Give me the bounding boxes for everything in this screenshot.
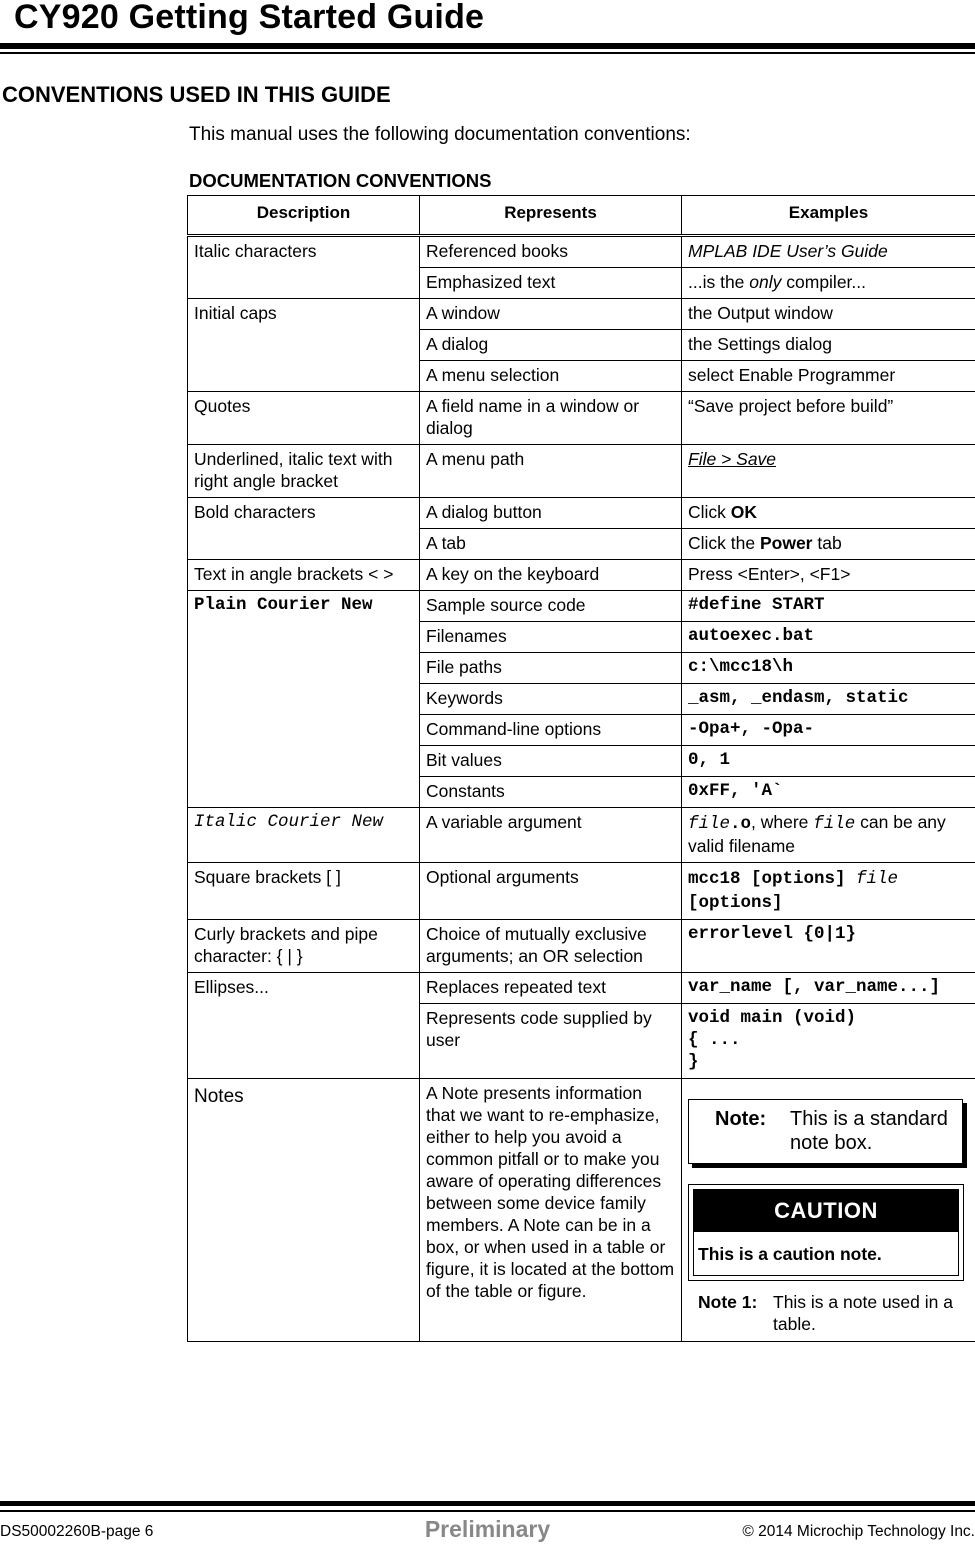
desc-cell: Curly brackets and pipe character: { | } — [188, 920, 420, 973]
footer-rule-thick — [0, 1501, 975, 1506]
table-row — [188, 445, 975, 498]
table-row — [188, 498, 975, 529]
example-cell: #define START — [682, 591, 975, 622]
example-cell: select Enable Programmer — [682, 361, 975, 392]
table-row — [188, 392, 975, 445]
code-line: } — [688, 1052, 699, 1072]
table-note-text: This is a note used in a table. — [773, 1291, 970, 1335]
header-examples: Examples — [682, 196, 975, 236]
represents-cell: A menu selection — [420, 361, 682, 392]
desc-cell: Notes — [188, 1079, 420, 1342]
represents-cell: A key on the keyboard — [420, 560, 682, 591]
table-title: DOCUMENTATION CONVENTIONS — [189, 170, 492, 192]
example-text: can be any valid filename — [688, 812, 946, 856]
table-note — [688, 1291, 970, 1335]
example-code-italic: file — [856, 869, 898, 889]
example-cell: 0, 1 — [682, 746, 975, 777]
example-cell: -Opa+, -Opa- — [682, 715, 975, 746]
represents-cell: A menu path — [420, 445, 682, 498]
code-line: void main (void) — [688, 1008, 856, 1028]
header-rule-thick — [0, 43, 975, 49]
example-cell — [682, 1079, 975, 1342]
example-text: compiler... — [781, 272, 866, 292]
represents-cell: A tab — [420, 529, 682, 560]
represents-cell: A Note presents information that we want to re-emphasize, either to help you avoid a common pitfall or to make you aware of operating differences between some device family members. A Note can be in a box, or when used in a table or figure, it is located at the bottom of the table or figure. — [420, 1079, 682, 1342]
example-bold: OK — [731, 502, 757, 522]
example-cell: MPLAB IDE User’s Guide — [682, 236, 975, 268]
example-cell — [682, 808, 975, 863]
represents-cell: Filenames — [420, 622, 682, 653]
page-footer — [0, 1516, 975, 1546]
table-row — [188, 591, 975, 622]
footer-doc-number: DS50002260B-page 6 — [0, 1523, 153, 1541]
note-label: Note: — [715, 1107, 790, 1155]
example-cell — [682, 498, 975, 529]
represents-cell: Command-line options — [420, 715, 682, 746]
desc-cell: Plain Courier New — [188, 591, 420, 808]
example-cell: “Save project before build” — [682, 392, 975, 445]
header-rule-thin — [0, 52, 975, 54]
menu-path-example: File > Save — [688, 449, 776, 469]
footer-rule-thin — [0, 1510, 975, 1512]
represents-cell: Bit values — [420, 746, 682, 777]
example-cell: var_name [, var_name...] — [682, 973, 975, 1004]
example-emphasis: only — [749, 272, 781, 292]
represents-cell: A dialog — [420, 330, 682, 361]
desc-cell: Italic characters — [188, 236, 420, 299]
example-code: .o — [730, 814, 751, 834]
example-code: mcc18 [options] — [688, 869, 856, 889]
example-text: tab — [813, 533, 842, 553]
represents-cell: Keywords — [420, 684, 682, 715]
example-code-italic: file — [688, 814, 730, 834]
header-represents: Represents — [420, 196, 682, 236]
caution-box — [688, 1184, 964, 1281]
caution-heading: CAUTION — [693, 1189, 959, 1232]
desc-cell: Bold characters — [188, 498, 420, 560]
example-cell: _asm, _endasm, static — [682, 684, 975, 715]
represents-cell: Replaces repeated text — [420, 973, 682, 1004]
table-row — [188, 236, 975, 268]
example-cell — [682, 268, 975, 299]
represents-cell: A dialog button — [420, 498, 682, 529]
example-text: Click — [688, 502, 731, 522]
intro-text: This manual uses the following documentation conventions: — [189, 124, 691, 146]
represents-cell: A window — [420, 299, 682, 330]
represents-cell: Constants — [420, 777, 682, 808]
represents-cell: Optional arguments — [420, 863, 682, 920]
represents-cell: Represents code supplied by user — [420, 1004, 682, 1079]
standard-note-box — [688, 1099, 963, 1164]
example-text: , where — [751, 812, 813, 832]
desc-cell: Square brackets [ ] — [188, 863, 420, 920]
represents-cell: Choice of mutually exclusive arguments; an OR selection — [420, 920, 682, 973]
document-title: CY920 Getting Started Guide — [14, 0, 484, 37]
table-row — [188, 808, 975, 863]
example-cell: errorlevel {0|1} — [682, 920, 975, 973]
table-row — [188, 863, 975, 920]
table-row — [188, 560, 975, 591]
represents-cell: A field name in a window or dialog — [420, 392, 682, 445]
example-cell: the Settings dialog — [682, 330, 975, 361]
desc-cell: Underlined, italic text with right angle bracket — [188, 445, 420, 498]
example-code: [options] — [688, 893, 783, 913]
example-cell — [682, 529, 975, 560]
table-header-row — [188, 196, 975, 236]
example-text: Click the — [688, 533, 760, 553]
example-cell — [682, 863, 975, 920]
table-row — [188, 1079, 975, 1342]
table-note-label: Note 1: — [698, 1291, 773, 1335]
desc-cell: Italic Courier New — [188, 808, 420, 863]
table-row — [188, 920, 975, 973]
example-cell: the Output window — [682, 299, 975, 330]
example-text: ...is the — [688, 272, 749, 292]
example-cell: 0xFF, 'A` — [682, 777, 975, 808]
example-cell: autoexec.bat — [682, 622, 975, 653]
example-cell: c:\mcc18\h — [682, 653, 975, 684]
example-bold: Power — [760, 533, 813, 553]
code-line: { ... — [688, 1030, 741, 1050]
footer-copyright: © 2014 Microchip Technology Inc. — [742, 1523, 975, 1541]
represents-cell: File paths — [420, 653, 682, 684]
represents-cell: Sample source code — [420, 591, 682, 622]
desc-cell: Text in angle brackets < > — [188, 560, 420, 591]
represents-cell: Emphasized text — [420, 268, 682, 299]
example-code-italic: file — [813, 814, 855, 834]
desc-cell: Quotes — [188, 392, 420, 445]
represents-cell: A variable argument — [420, 808, 682, 863]
table-row — [188, 973, 975, 1004]
example-cell: Press <Enter>, <F1> — [682, 560, 975, 591]
represents-cell: Referenced books — [420, 236, 682, 268]
footer-preliminary: Preliminary — [0, 1516, 975, 1543]
desc-cell: Initial caps — [188, 299, 420, 392]
example-cell — [682, 445, 975, 498]
section-heading: CONVENTIONS USED IN THIS GUIDE — [2, 82, 391, 108]
note-text: This is a standard note box. — [790, 1107, 954, 1155]
example-cell — [682, 1004, 975, 1079]
desc-cell: Ellipses... — [188, 973, 420, 1079]
table-row — [188, 299, 975, 330]
header-description: Description — [188, 196, 420, 236]
caution-text: This is a caution note. — [693, 1232, 959, 1276]
conventions-table — [187, 195, 975, 1342]
